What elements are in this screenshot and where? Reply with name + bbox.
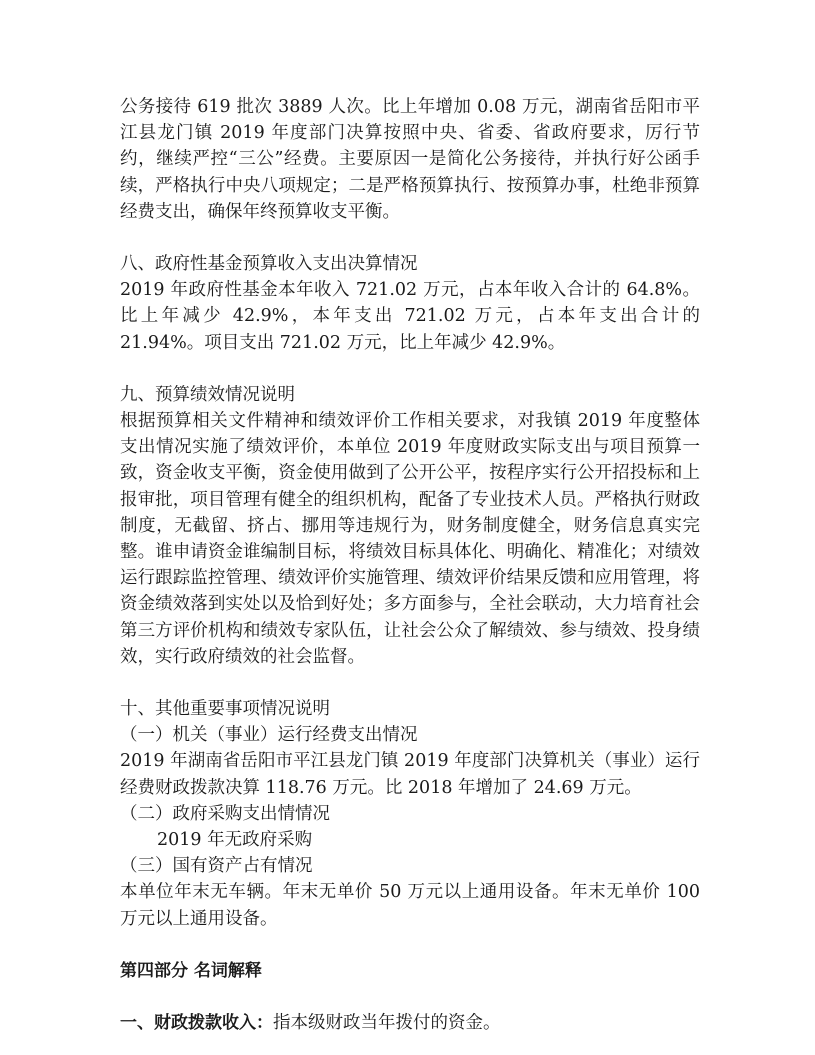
section10-heading: 十、其他重要事项情况说明 xyxy=(120,699,330,720)
section10-sub3-body: 本单位年末无车辆。年末无单价 50 万元以上通用设备。年末无单价 100 万元以上通用设备。 xyxy=(120,882,700,929)
section9-heading: 九、预算绩效情况说明 xyxy=(120,384,295,405)
section8-body: 2019 年政府性基金本年收入 721.02 万元，占本年收入合计的 64.8%。比上年减少 42.9%，本年支出 721.02 万元，占本年支出合计的 21.94%。项目支出 721.02 万元，比上年减少 42.9%。 xyxy=(120,280,700,353)
section10-sub1-heading: （一）机关（事业）运行经费支出情况 xyxy=(120,725,418,746)
section10-sub1-body: 2019 年湖南省岳阳市平江县龙门镇 2019 年度部门决算机关（事业）运行经费财政拨款决算 118.76 万元。比 2018 年增加了 24.69 万元。 xyxy=(120,751,700,798)
term1 xyxy=(120,1010,700,1036)
section10-sub3-heading: （三）国有资产占有情况 xyxy=(120,856,313,877)
spacer xyxy=(120,670,700,696)
spacer xyxy=(120,356,700,382)
spacer xyxy=(120,225,700,251)
document-page xyxy=(120,94,700,1036)
term1-body: 指本级财政当年拨付的资金。 xyxy=(273,1013,501,1034)
spacer xyxy=(120,984,700,1010)
spacer xyxy=(120,932,700,958)
section10-sub2-heading: （二）政府采购支出情情况 xyxy=(120,803,330,824)
section10-sub2-body: 2019 年无政府采购 xyxy=(157,830,313,851)
section7-tail-paragraph: 公务接待 619 批次 3889 人次。比上年增加 0.08 万元，湖南省岳阳市平江县龙门镇 2019 年度部门决算按照中央、省委、省政府要求，厉行节约，继续严控“三公”经费。主要原因一是简化公务接待，并执行好公函手续，严格执行中央八项规定；二是严格预算执行、按预算办事，杜绝非预算经费支出，确保年终预算收支平衡。 xyxy=(120,97,700,222)
section9-body: 根据预算相关文件精神和绩效评价工作相关要求，对我镇 2019 年度整体支出情况实施了绩效评价，本单位 2019 年度财政实际支出与项目预算一致，资金收支平衡，资金使用做到了公开公平，按程序实行公开招投标和上报审批，项目管理有健全的组织机构，配备了专业技术人员。严格执行财政制度，无截留、挤占、挪用等违规行为，财务制度健全，财务信息真实完整。谁申请资金谁编制目标，将绩效目标具体化、明确化、精准化；对绩效运行跟踪监控管理、绩效评价实施管理、绩效评价结果反馈和应用管理，将资金绩效落到实处以及恰到好处；多方面参与，全社会联动，大力培育社会第三方评价机构和绩效专家队伍，让社会公众了解绩效、参与绩效、投身绩效，实行政府绩效的社会监督。 xyxy=(120,411,700,667)
term1-label: 一、财政拨款收入： xyxy=(120,1013,273,1034)
part4-heading: 第四部分 名词解释 xyxy=(120,960,262,981)
section8-heading: 八、政府性基金预算收入支出决算情况 xyxy=(120,254,418,275)
